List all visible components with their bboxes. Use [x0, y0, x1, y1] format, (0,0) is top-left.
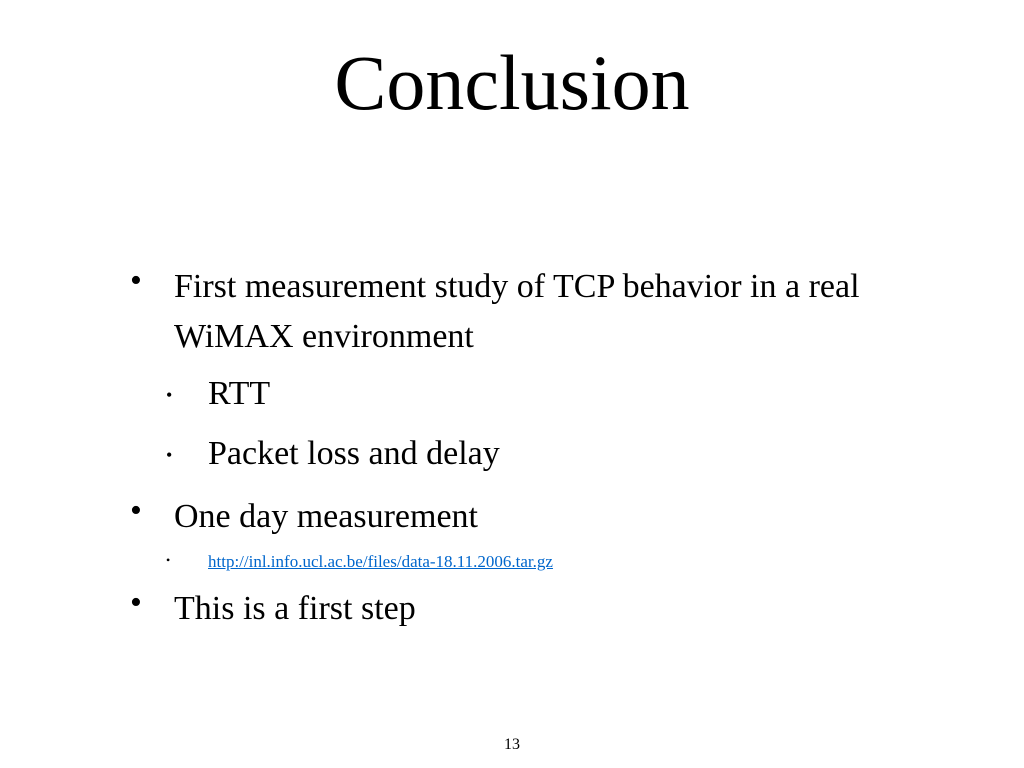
bullet-text: One day measurement — [174, 498, 478, 535]
bullet-text: This is a first step — [174, 590, 416, 627]
bullet-text: RTT — [208, 375, 271, 412]
page-number: 13 — [504, 736, 520, 753]
bullet-marker: • — [130, 584, 142, 621]
bullet-marker: • — [130, 262, 142, 299]
bullet-text: Packet loss and delay — [208, 435, 500, 472]
data-download-link[interactable]: http://inl.info.ucl.ac.be/files/data-18.11.2006.tar.gz — [208, 552, 553, 571]
slide-title: Conclusion — [334, 39, 690, 126]
bullet-marker: • — [166, 553, 171, 567]
bullet-marker: • — [166, 445, 173, 465]
bullet-marker: • — [130, 492, 142, 529]
bullet-marker: • — [166, 385, 173, 405]
bullet-text: First measurement study of TCP behavior in a real WiMAX environment — [174, 268, 860, 355]
